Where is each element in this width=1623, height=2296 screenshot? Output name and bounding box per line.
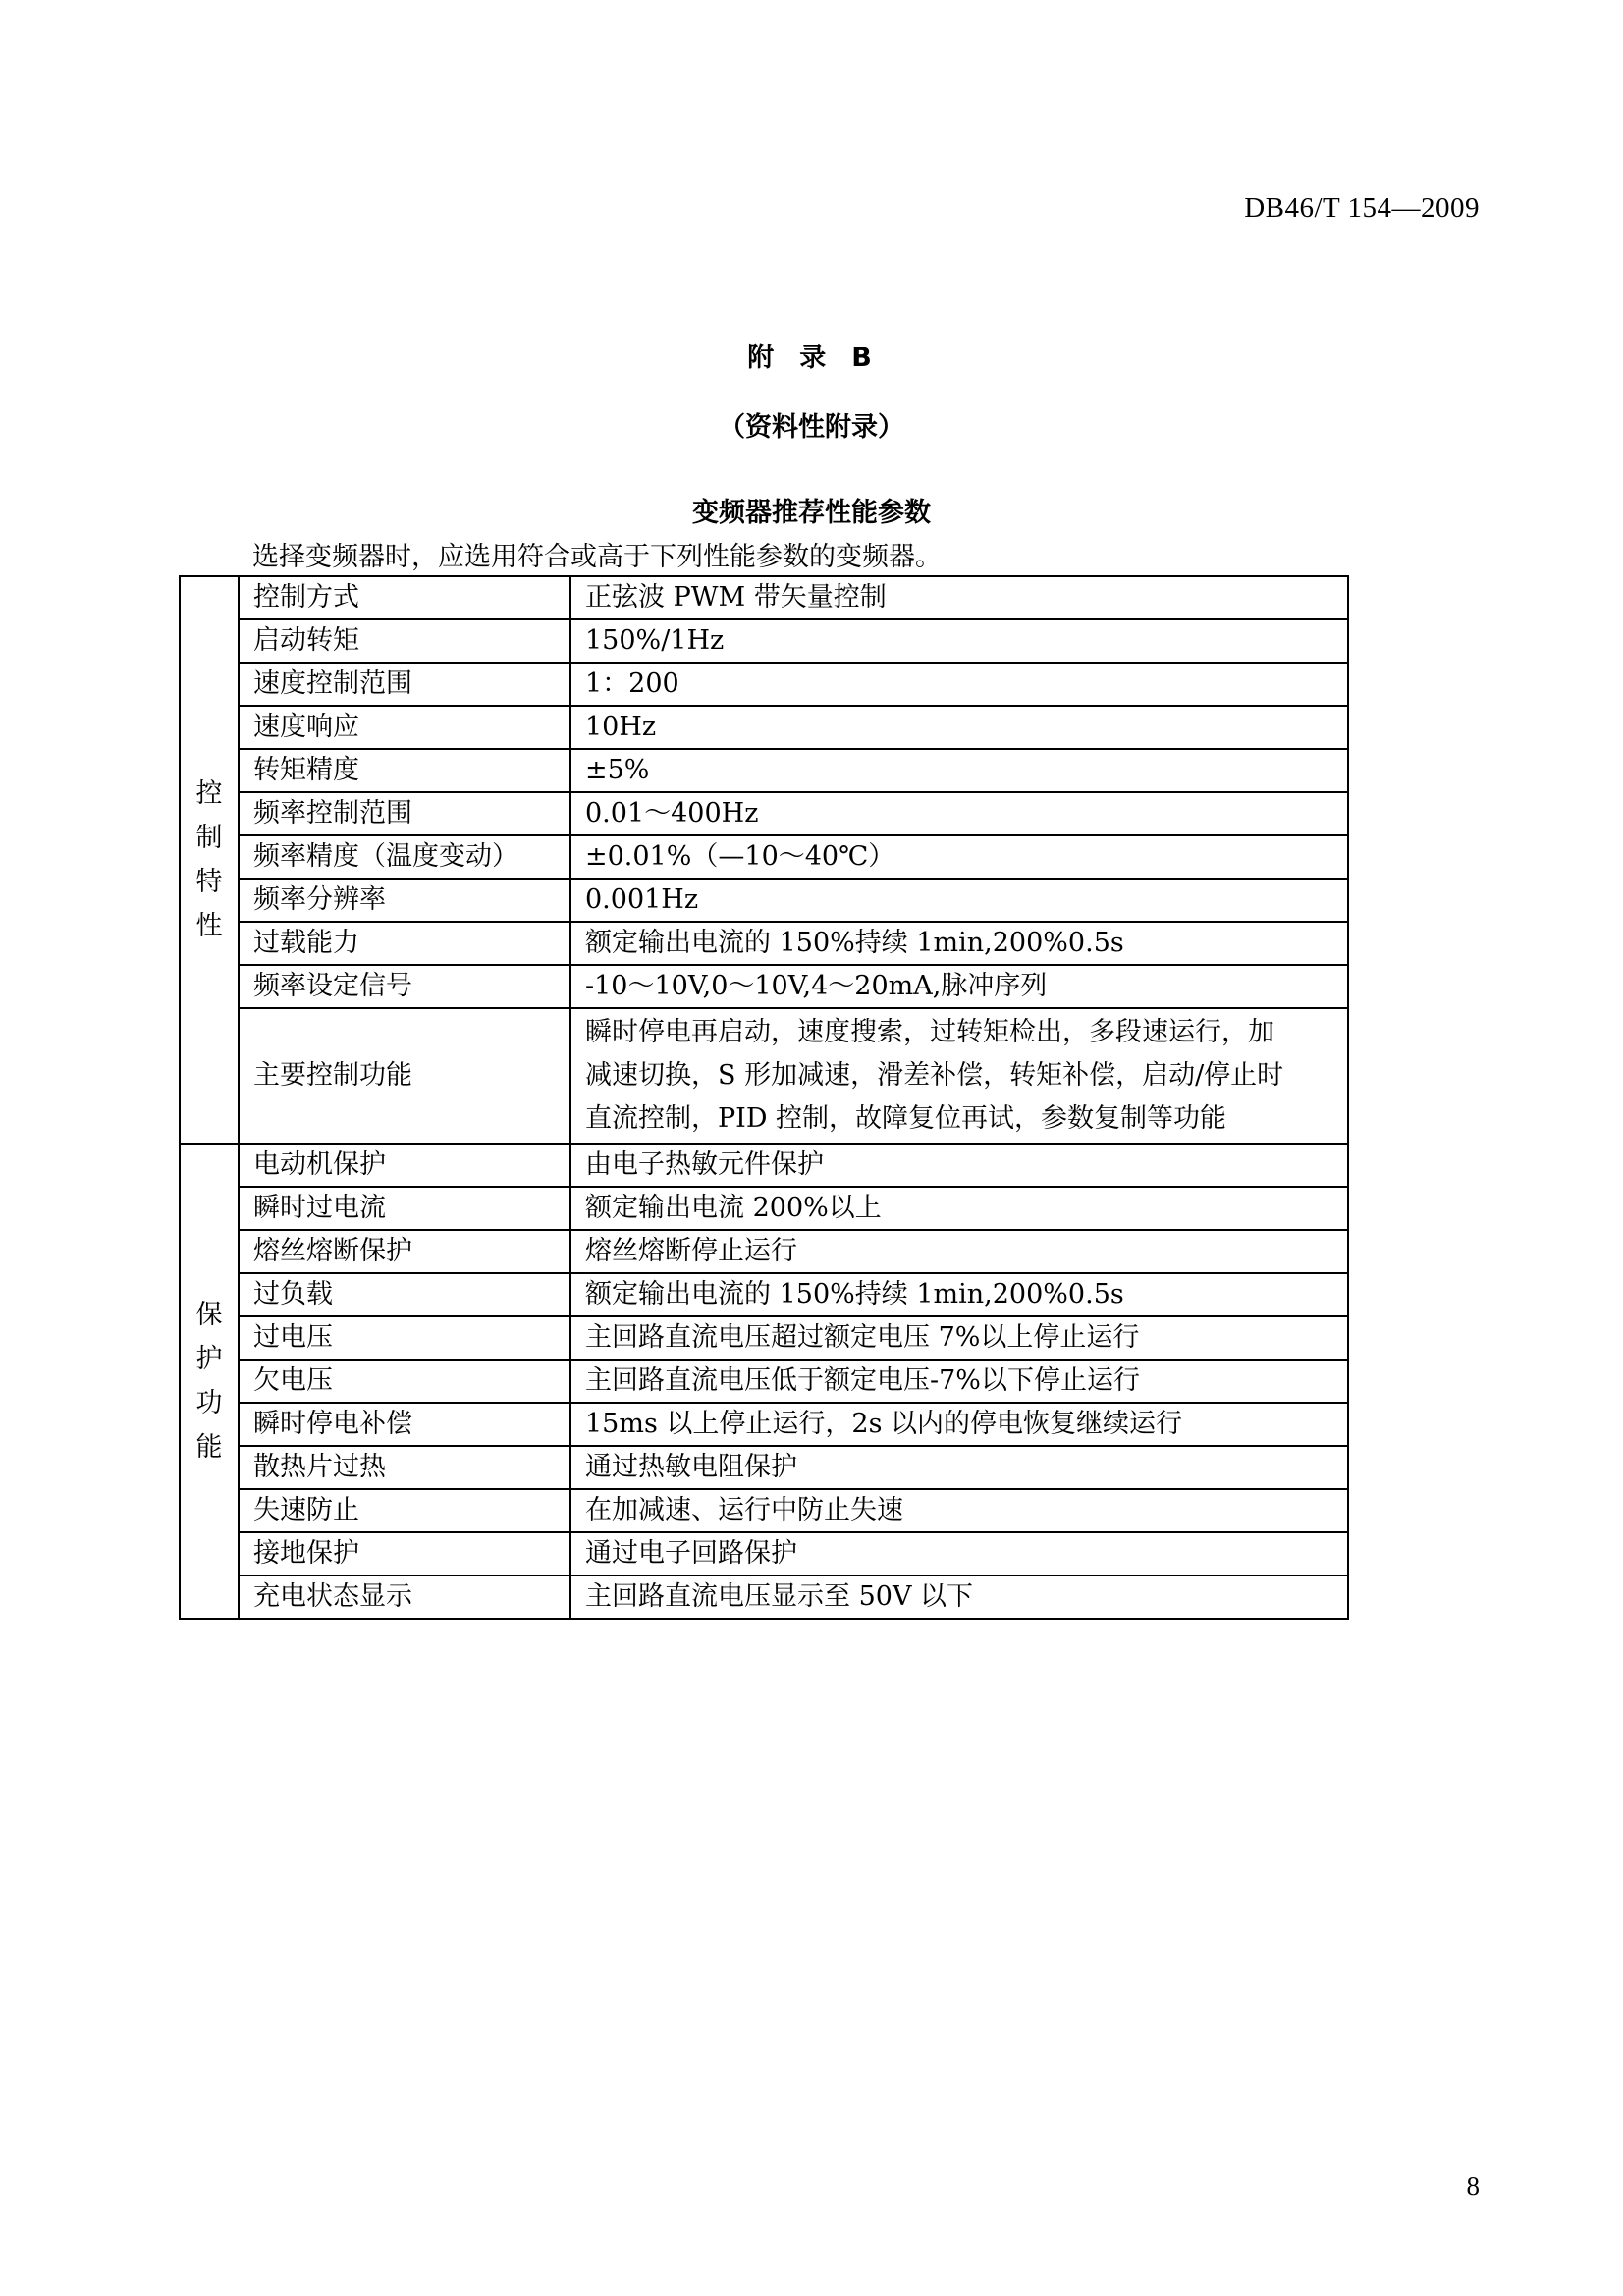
table-row bbox=[180, 835, 1348, 879]
table-row bbox=[180, 1008, 1348, 1144]
param-value: 15ms 以上停止运行，2s 以内的停电恢复继续运行 bbox=[570, 1403, 1348, 1446]
appendix-title-part: B bbox=[851, 343, 876, 373]
table-row bbox=[180, 922, 1348, 965]
param-value: 额定输出电流的 150%持续 1min,200%0.5s bbox=[570, 922, 1348, 965]
category-char: 保 bbox=[195, 1300, 223, 1330]
param-value: 0.001Hz bbox=[570, 879, 1348, 922]
table-row bbox=[180, 1489, 1348, 1532]
category-char: 特 bbox=[195, 867, 223, 897]
appendix-subtitle: （资料性附录） bbox=[719, 412, 904, 443]
table-row bbox=[180, 619, 1348, 663]
param-name: 转矩精度 bbox=[239, 749, 570, 792]
param-value: 1：200 bbox=[570, 663, 1348, 706]
param-name: 瞬时停电补偿 bbox=[239, 1403, 570, 1446]
table-row bbox=[180, 576, 1348, 619]
table-caption: 变频器推荐性能参数 bbox=[692, 498, 931, 528]
category-char: 能 bbox=[195, 1432, 223, 1463]
param-name: 速度响应 bbox=[239, 706, 570, 749]
param-name: 过载能力 bbox=[239, 922, 570, 965]
table-row bbox=[180, 792, 1348, 835]
intro-paragraph: 选择变频器时，应选用符合或高于下列性能参数的变频器。 bbox=[252, 542, 942, 572]
table-row bbox=[180, 1360, 1348, 1403]
table-row bbox=[180, 1230, 1348, 1273]
value-line: 直流控制，PID 控制，故障复位再试，参数复制等功能 bbox=[585, 1103, 1227, 1134]
category-cell bbox=[180, 576, 239, 1144]
appendix-title-part: 附 bbox=[747, 343, 779, 373]
param-value: 额定输出电流 200%以上 bbox=[570, 1187, 1348, 1230]
param-name: 过电压 bbox=[239, 1316, 570, 1360]
param-name: 电动机保护 bbox=[239, 1144, 570, 1187]
category-char: 性 bbox=[195, 911, 223, 941]
appendix-title-part: 录 bbox=[799, 343, 831, 373]
param-name: 主要控制功能 bbox=[239, 1008, 570, 1144]
param-value: 0.01～400Hz bbox=[570, 792, 1348, 835]
param-value: 熔丝熔断停止运行 bbox=[570, 1230, 1348, 1273]
table-row bbox=[180, 663, 1348, 706]
table-row bbox=[180, 1532, 1348, 1575]
param-value: 主回路直流电压超过额定电压 7%以上停止运行 bbox=[570, 1316, 1348, 1360]
value-line: 减速切换，S 形加减速，滑差补偿，转矩补偿，启动/停止时 bbox=[585, 1060, 1284, 1091]
spec-table bbox=[179, 575, 1349, 1620]
category-char: 功 bbox=[195, 1388, 223, 1418]
value-line: 瞬时停电再启动，速度搜索，过转矩检出，多段速运行，加 bbox=[585, 1017, 1274, 1047]
table-row bbox=[180, 706, 1348, 749]
category-char: 制 bbox=[195, 823, 223, 853]
param-value: 由电子热敏元件保护 bbox=[570, 1144, 1348, 1187]
table-row bbox=[180, 1187, 1348, 1230]
param-name: 瞬时过电流 bbox=[239, 1187, 570, 1230]
param-value-multiline bbox=[570, 1008, 1348, 1144]
table-row bbox=[180, 1316, 1348, 1360]
param-name: 频率控制范围 bbox=[239, 792, 570, 835]
param-name: 过负载 bbox=[239, 1273, 570, 1316]
param-name: 失速防止 bbox=[239, 1489, 570, 1532]
table-row bbox=[180, 1575, 1348, 1619]
param-value: ±0.01%（—10～40℃） bbox=[570, 835, 1348, 879]
param-name: 频率分辨率 bbox=[239, 879, 570, 922]
page-number: 8 bbox=[1466, 2171, 1480, 2201]
table-row bbox=[180, 1273, 1348, 1316]
param-name: 速度控制范围 bbox=[239, 663, 570, 706]
table-row bbox=[180, 965, 1348, 1008]
param-name: 欠电压 bbox=[239, 1360, 570, 1403]
param-name: 频率精度（温度变动） bbox=[239, 835, 570, 879]
document-code: DB46/T 154—2009 bbox=[1244, 192, 1480, 224]
param-value: 150%/1Hz bbox=[570, 619, 1348, 663]
param-value: ±5% bbox=[570, 749, 1348, 792]
param-name: 启动转矩 bbox=[239, 619, 570, 663]
table-row bbox=[180, 1144, 1348, 1187]
param-name: 接地保护 bbox=[239, 1532, 570, 1575]
table-row bbox=[180, 1446, 1348, 1489]
category-cell bbox=[180, 1144, 239, 1619]
param-name: 控制方式 bbox=[239, 576, 570, 619]
param-name: 散热片过热 bbox=[239, 1446, 570, 1489]
param-value: 主回路直流电压显示至 50V 以下 bbox=[570, 1575, 1348, 1619]
table-row bbox=[180, 1403, 1348, 1446]
param-value: 10Hz bbox=[570, 706, 1348, 749]
param-value: 在加减速、运行中防止失速 bbox=[570, 1489, 1348, 1532]
category-char: 护 bbox=[195, 1344, 223, 1374]
param-value: 主回路直流电压低于额定电压-7%以下停止运行 bbox=[570, 1360, 1348, 1403]
category-char: 控 bbox=[195, 778, 223, 809]
table-row bbox=[180, 879, 1348, 922]
param-value: 额定输出电流的 150%持续 1min,200%0.5s bbox=[570, 1273, 1348, 1316]
param-value: 通过电子回路保护 bbox=[570, 1532, 1348, 1575]
param-value: 正弦波 PWM 带矢量控制 bbox=[570, 576, 1348, 619]
param-value: 通过热敏电阻保护 bbox=[570, 1446, 1348, 1489]
param-name: 充电状态显示 bbox=[239, 1575, 570, 1619]
param-name: 频率设定信号 bbox=[239, 965, 570, 1008]
table-row bbox=[180, 749, 1348, 792]
param-value: -10～10V,0～10V,4～20mA,脉冲序列 bbox=[570, 965, 1348, 1008]
appendix-title bbox=[0, 336, 1623, 374]
param-name: 熔丝熔断保护 bbox=[239, 1230, 570, 1273]
